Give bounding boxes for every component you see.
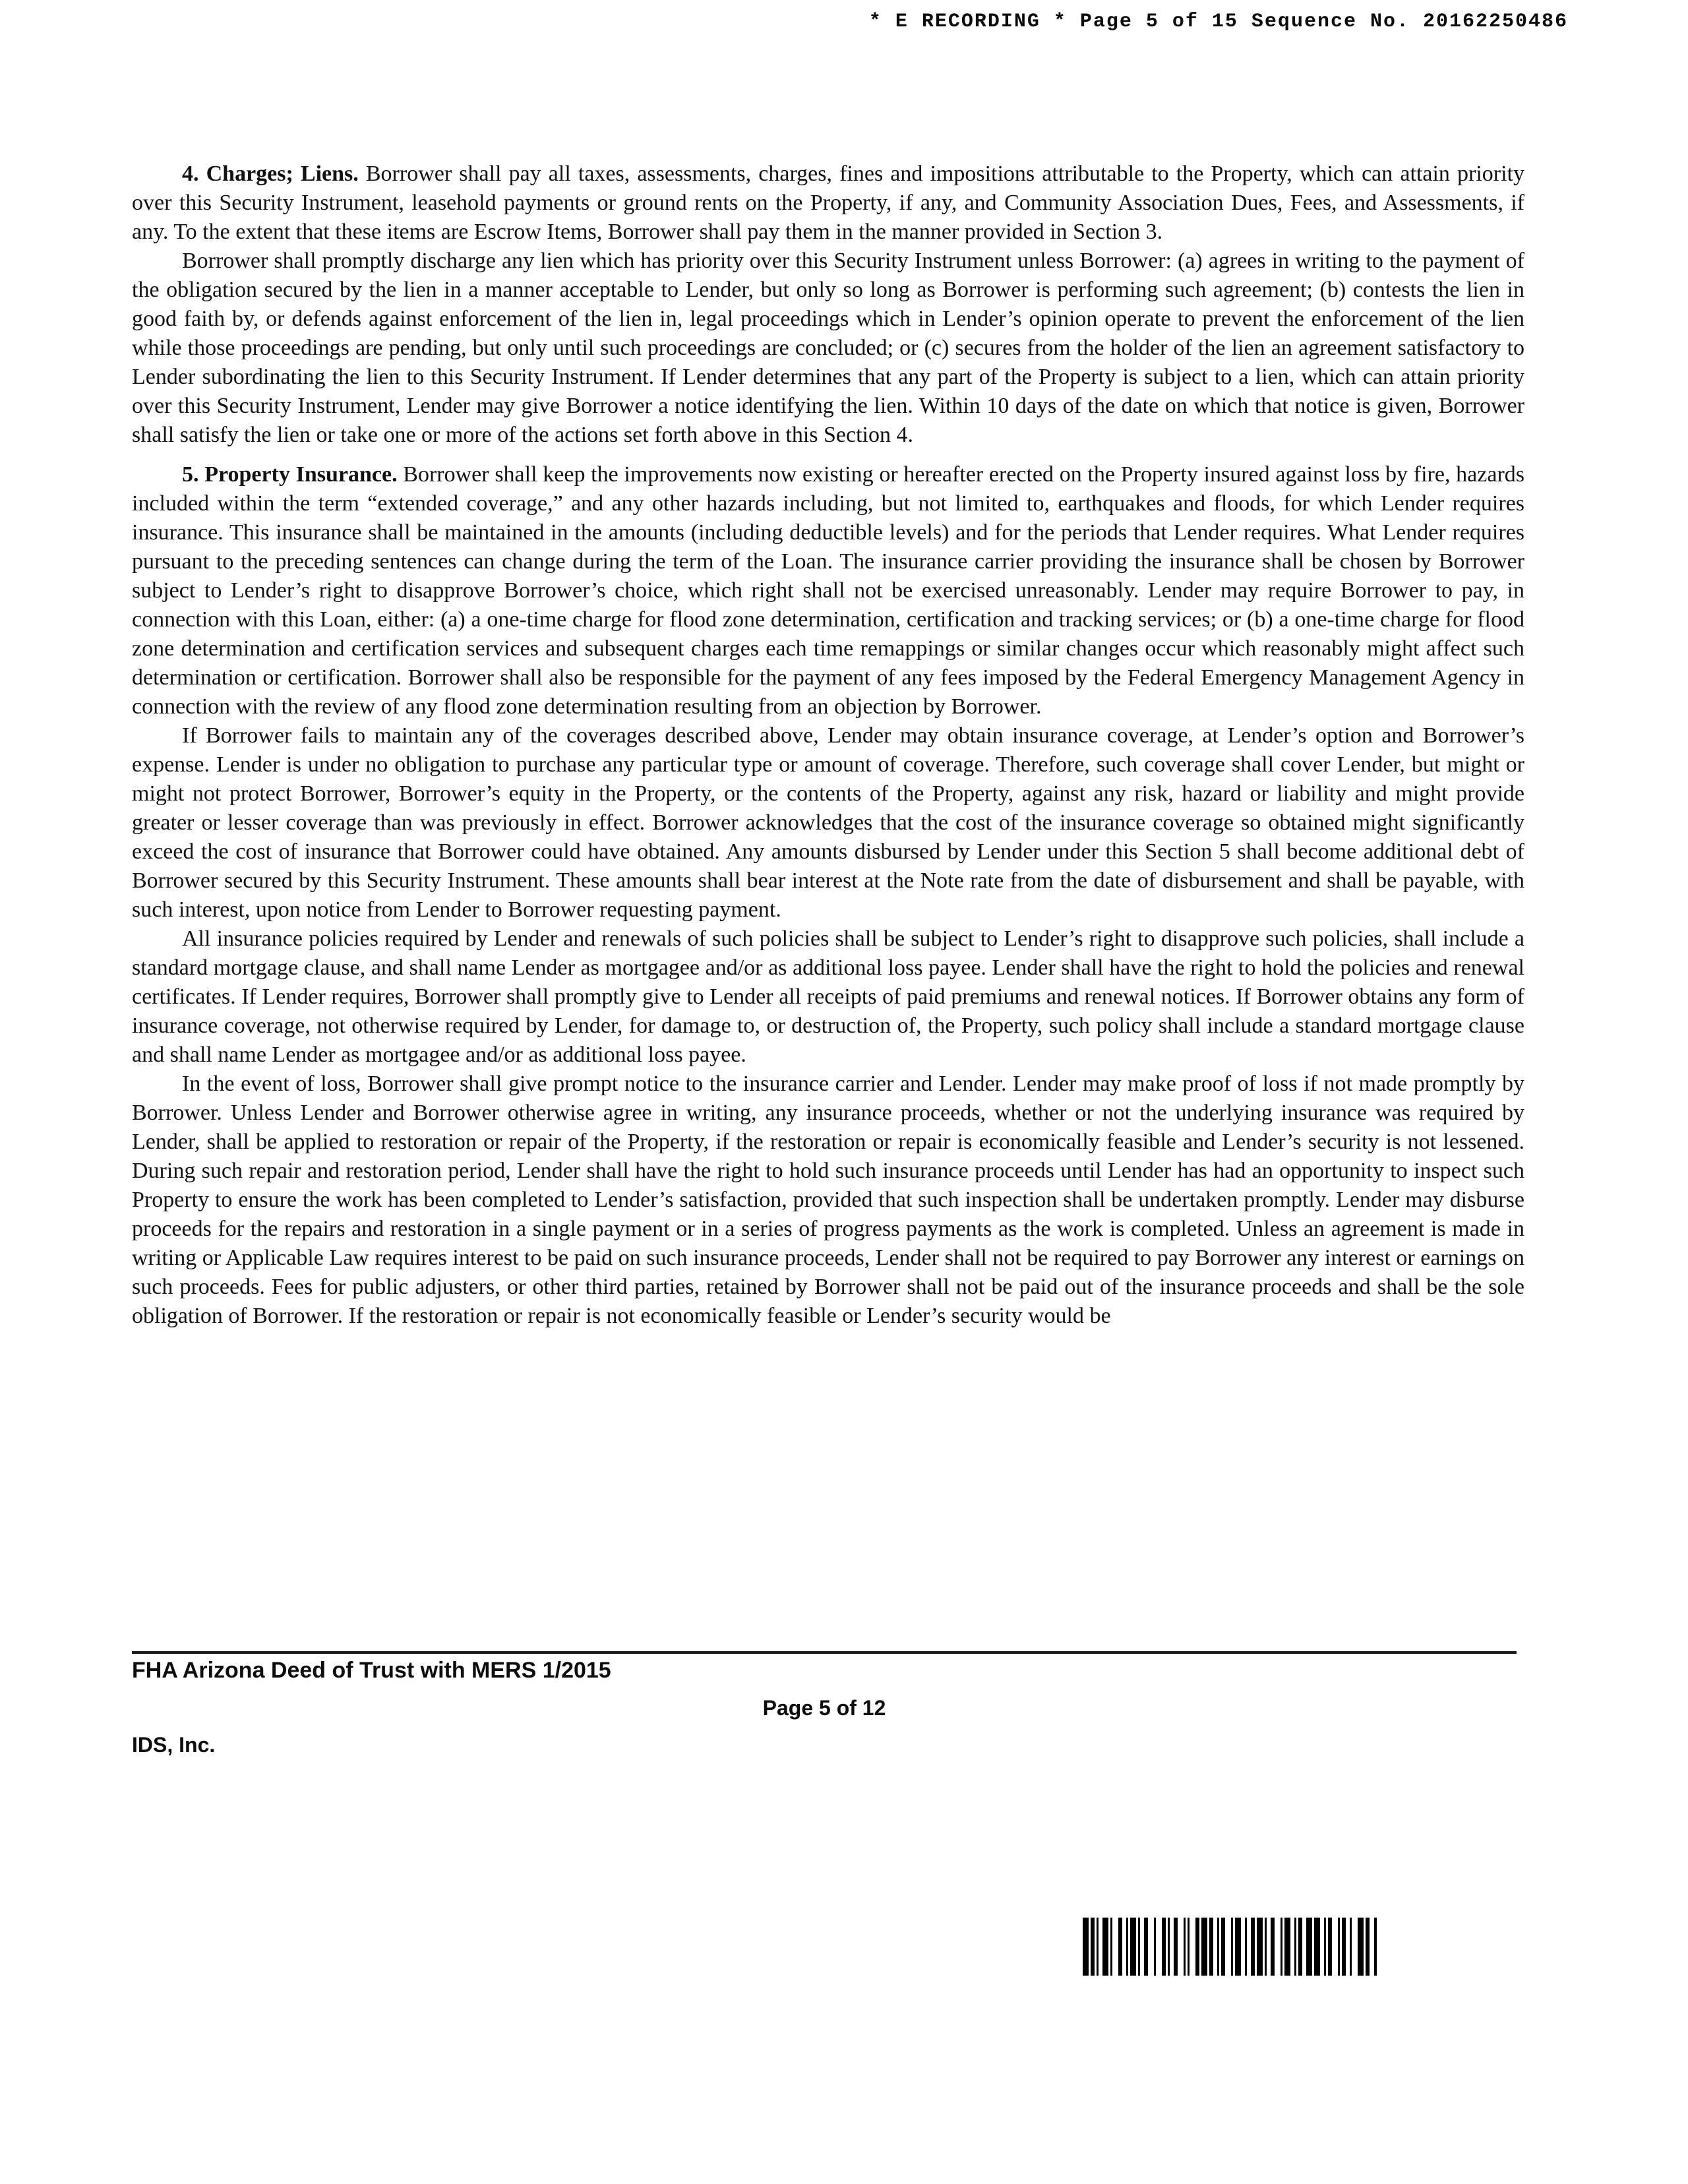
page-indicator: Page 5 of 12 — [762, 1696, 886, 1720]
paragraph-text: If Borrower fails to maintain any of the coverages described above, Lender may obtain insurance coverage, at Lender’s option and Borrower’s expense. Lender is under no obligation to purchase any particular type or amount of coverage. Therefore, such coverage shall cover Lender, but might or might not protect Borrower, Borrower’s equity in the Property, or the contents of the Property, against any risk, hazard or liability and might provide greater or lesser coverage than was previously in effect. Borrower acknowledges that the cost of the insurance coverage so obtained might significantly exceed the cost of insurance that Borrower could have obtained. Any amounts disbursed by Lender under this Section 5 shall become additional debt of Borrower secured by this Security Instrument. These amounts shall bear interest at the Note rate from the date of disbursement and shall be payable, with such interest, upon notice from Lender to Borrower requesting payment. — [132, 723, 1524, 922]
paragraph-text: Borrower shall keep the improvements now existing or hereafter erected on the Property insured against loss by fire, hazards included within the term “extended coverage,” and any other hazards including, but not limited to, earthquakes and floods, for which Lender requires insurance. This insurance shall be maintained in the amounts (including deductible levels) and for the periods that Lender requires. What Lender requires pursuant to the preceding sentences can change during the term of the Loan. The insurance carrier providing the insurance shall be chosen by Borrower subject to Lender’s right to disapprove Borrower’s choice, which right shall not be exercised unreasonably. Lender may require Borrower to pay, in connection with this Loan, either: (a) a one-time charge for flood zone determination, certification and tracking services; or (b) a one-time charge for flood zone determination and certification services and subsequent charges each time remappings or similar changes occur which reasonably might affect such determination or certification. Borrower shall also be responsible for the payment of any fees imposed by the Federal Emergency Management Agency in connection with the review of any flood zone determination resulting from an objection by Borrower. — [132, 462, 1524, 719]
footer-divider — [132, 1651, 1517, 1654]
section-heading-5: 5. Property Insurance. — [182, 462, 398, 487]
paragraph-lien-discharge — [132, 247, 1524, 450]
form-name: FHA Arizona Deed of Trust with MERS 1/2015 — [132, 1658, 611, 1683]
paragraph-text: Borrower shall pay all taxes, assessments, charges, fines and impositions attributable to the Property, which can attain priority over this Security Instrument, leasehold payments or ground rents on the Property, if any, and Community Association Dues, Fees, and Assessments, if any. To the extent that these items are Escrow Items, Borrower shall pay them in the manner provided in Section 3. — [132, 162, 1524, 244]
paragraph-event-of-loss — [132, 1070, 1524, 1331]
barcode — [1083, 1918, 1507, 1976]
section-heading-4: 4. Charges; Liens. — [182, 162, 359, 186]
paragraph-failure-to-maintain — [132, 721, 1524, 925]
paragraph-text: Borrower shall promptly discharge any lien which has priority over this Security Instrument unless Borrower: (a) agrees in writing to the payment of the obligation secured by the lien in a manner acceptable to Lender, but only so long as Borrower is performing such agreement; (b) contests the lien in good faith by, or defends against enforcement of the lien in, legal proceedings which in Lender’s opinion operate to prevent the enforcement of the lien while those proceedings are pending, but only until such proceedings are concluded; or (c) secures from the holder of the lien an agreement satisfactory to Lender subordinating the lien to this Security Instrument. If Lender determines that any part of the Property is subject to a lien, which can attain priority over this Security Instrument, Lender may give Borrower a notice identifying the lien. Within 10 days of the date on which that notice is given, Borrower shall satisfy the lien or take one or more of the actions set forth above in this Section 4. — [132, 249, 1524, 447]
paragraph-charges-liens — [132, 160, 1524, 247]
paragraph-property-insurance — [132, 460, 1524, 721]
paragraph-insurance-policies — [132, 925, 1524, 1070]
e-recording-header: * E RECORDING * Page 5 of 15 Sequence No. 20162250486 — [868, 11, 1568, 33]
document-body — [132, 160, 1524, 1331]
paragraph-text: All insurance policies required by Lender and renewals of such policies shall be subject to Lender’s right to disapprove such policies, shall include a standard mortgage clause, and shall name Lender as mortgagee and/or as additional loss payee. Lender shall have the right to hold the policies and renewal certificates. If Lender requires, Borrower shall promptly give to Lender all receipts of paid premiums and renewal notices. If Borrower obtains any form of insurance coverage, not otherwise required by Lender, for damage to, or destruction of, the Property, such policy shall include a standard mortgage clause and shall name Lender as mortgagee and/or as additional loss payee. — [132, 926, 1524, 1067]
paragraph-text: In the event of loss, Borrower shall give prompt notice to the insurance carrier and Lender. Lender may make proof of loss if not made promptly by Borrower. Unless Lender and Borrower otherwise agree in writing, any insurance proceeds, whether or not the underlying insurance was required by Lender, shall be applied to restoration or repair of the Property, if the restoration or repair is economically feasible and Lender’s security is not lessened. During such repair and restoration period, Lender shall have the right to hold such insurance proceeds until Lender has had an opportunity to inspect such Property to ensure the work has been completed to Lender’s satisfaction, provided that such inspection shall be undertaken promptly. Lender may disburse proceeds for the repairs and restoration in a single payment or in a series of progress payments as the work is completed. Unless an agreement is made in writing or Applicable Law requires interest to be paid on such insurance proceeds, Lender shall not be required to pay Borrower any interest or earnings on such proceeds. Fees for public adjusters, or other third parties, retained by Borrower shall not be paid out of the insurance proceeds and shall be the sole obligation of Borrower. If the restoration or repair is not economically feasible or Lender’s security would be — [132, 1072, 1524, 1328]
company-name: IDS, Inc. — [132, 1733, 216, 1757]
